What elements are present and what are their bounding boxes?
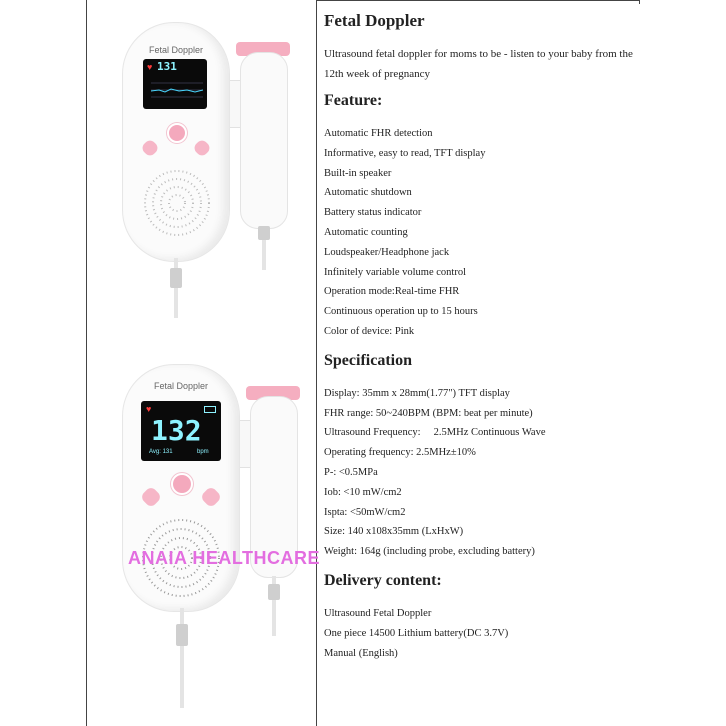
list-item: Battery status indicator [324,207,422,219]
delivery-heading: Delivery content: [324,571,442,589]
device-brand: Fetal Doppler [153,381,209,391]
list-item: Loudspeaker/Headphone jack [324,246,450,258]
power-button[interactable] [171,473,193,495]
volume-down-button[interactable] [140,138,160,158]
list-item: Ispta: <50mW/cm2 [324,506,406,518]
heart-icon: ♥ [147,62,153,72]
feature-heading: Feature: [324,92,383,109]
right-border [639,0,640,4]
device-screen [141,401,221,461]
product-image-top [0,0,316,340]
intro-text: Ultrasound fetal doppler for moms to be - listen to your baby from the 12th week of pregnancy [324,48,633,80]
list-item: Informative, easy to read, TFT display [324,147,486,159]
spec-heading: Specification [324,351,412,369]
list-item: One piece 14500 Lithium battery(DC 3.7V) [324,627,509,639]
product-title: Fetal Doppler [324,11,425,30]
heart-icon: ♥ [146,404,152,414]
list-item: Automatic FHR detection [324,128,433,139]
list-item: Operating frequency: 2.5MHz±10% [324,447,476,459]
feature-list [324,124,640,342]
device-plug [170,268,182,288]
list-item: Automatic shutdown [324,187,412,199]
delivery-list [324,604,640,663]
list-item: Iob: <10 mW/cm2 [324,486,402,498]
speaker-grille [139,163,215,243]
list-item: Manual (English) [324,647,398,659]
product-image-bottom [0,340,316,726]
spec-list [324,384,640,562]
volume-up-button[interactable] [200,486,223,509]
device-body [122,364,240,612]
probe-plug [258,226,270,240]
list-item: Automatic counting [324,226,408,238]
device-cable [174,258,178,318]
battery-icon [204,406,216,413]
list-item: Continuous operation up to 15 hours [324,306,478,318]
top-border [316,0,640,1]
list-item: Operation mode:Real-time FHR [324,286,460,298]
avg-label: Avg: 131 [149,449,173,455]
power-button[interactable] [167,123,187,143]
device-brand: Fetal Doppler [148,45,204,55]
list-item: P-: <0.5MPa [324,466,378,478]
list-item: Ultrasound Fetal Doppler [324,607,432,619]
device-plug [176,624,188,646]
volume-down-button[interactable] [140,486,163,509]
waveform-graph [151,77,203,103]
list-item: Built-in speaker [324,167,392,179]
list-item: Display: 35mm x 28mm(1.77") TFT display [324,387,510,399]
probe-handle [240,52,288,229]
list-item: Ultrasound Frequency: 2.5MHz Continuous Wave [324,427,546,439]
device-body [122,22,230,262]
probe-plug [268,584,280,600]
screen-reading: 131 [157,60,177,73]
list-item: Weight: 164g (including probe, excluding battery) [324,546,535,558]
watermark-text: ANAIA HEALTHCARE [128,548,320,568]
list-item: Size: 140 x108x35mm (LxHxW) [324,526,464,538]
device-screen [143,59,207,109]
description-column [324,10,640,663]
volume-up-button[interactable] [192,138,212,158]
list-item: Color of device: Pink [324,325,415,337]
column-divider [316,0,317,726]
list-item: Infinitely variable volume control [324,266,466,278]
list-item: FHR range: 50~240BPM (BPM: beat per minute) [324,407,533,419]
screen-reading: 132 [151,414,202,447]
unit-label: bpm [197,449,209,455]
device-cable [180,608,184,708]
probe-cable-end [262,240,266,270]
